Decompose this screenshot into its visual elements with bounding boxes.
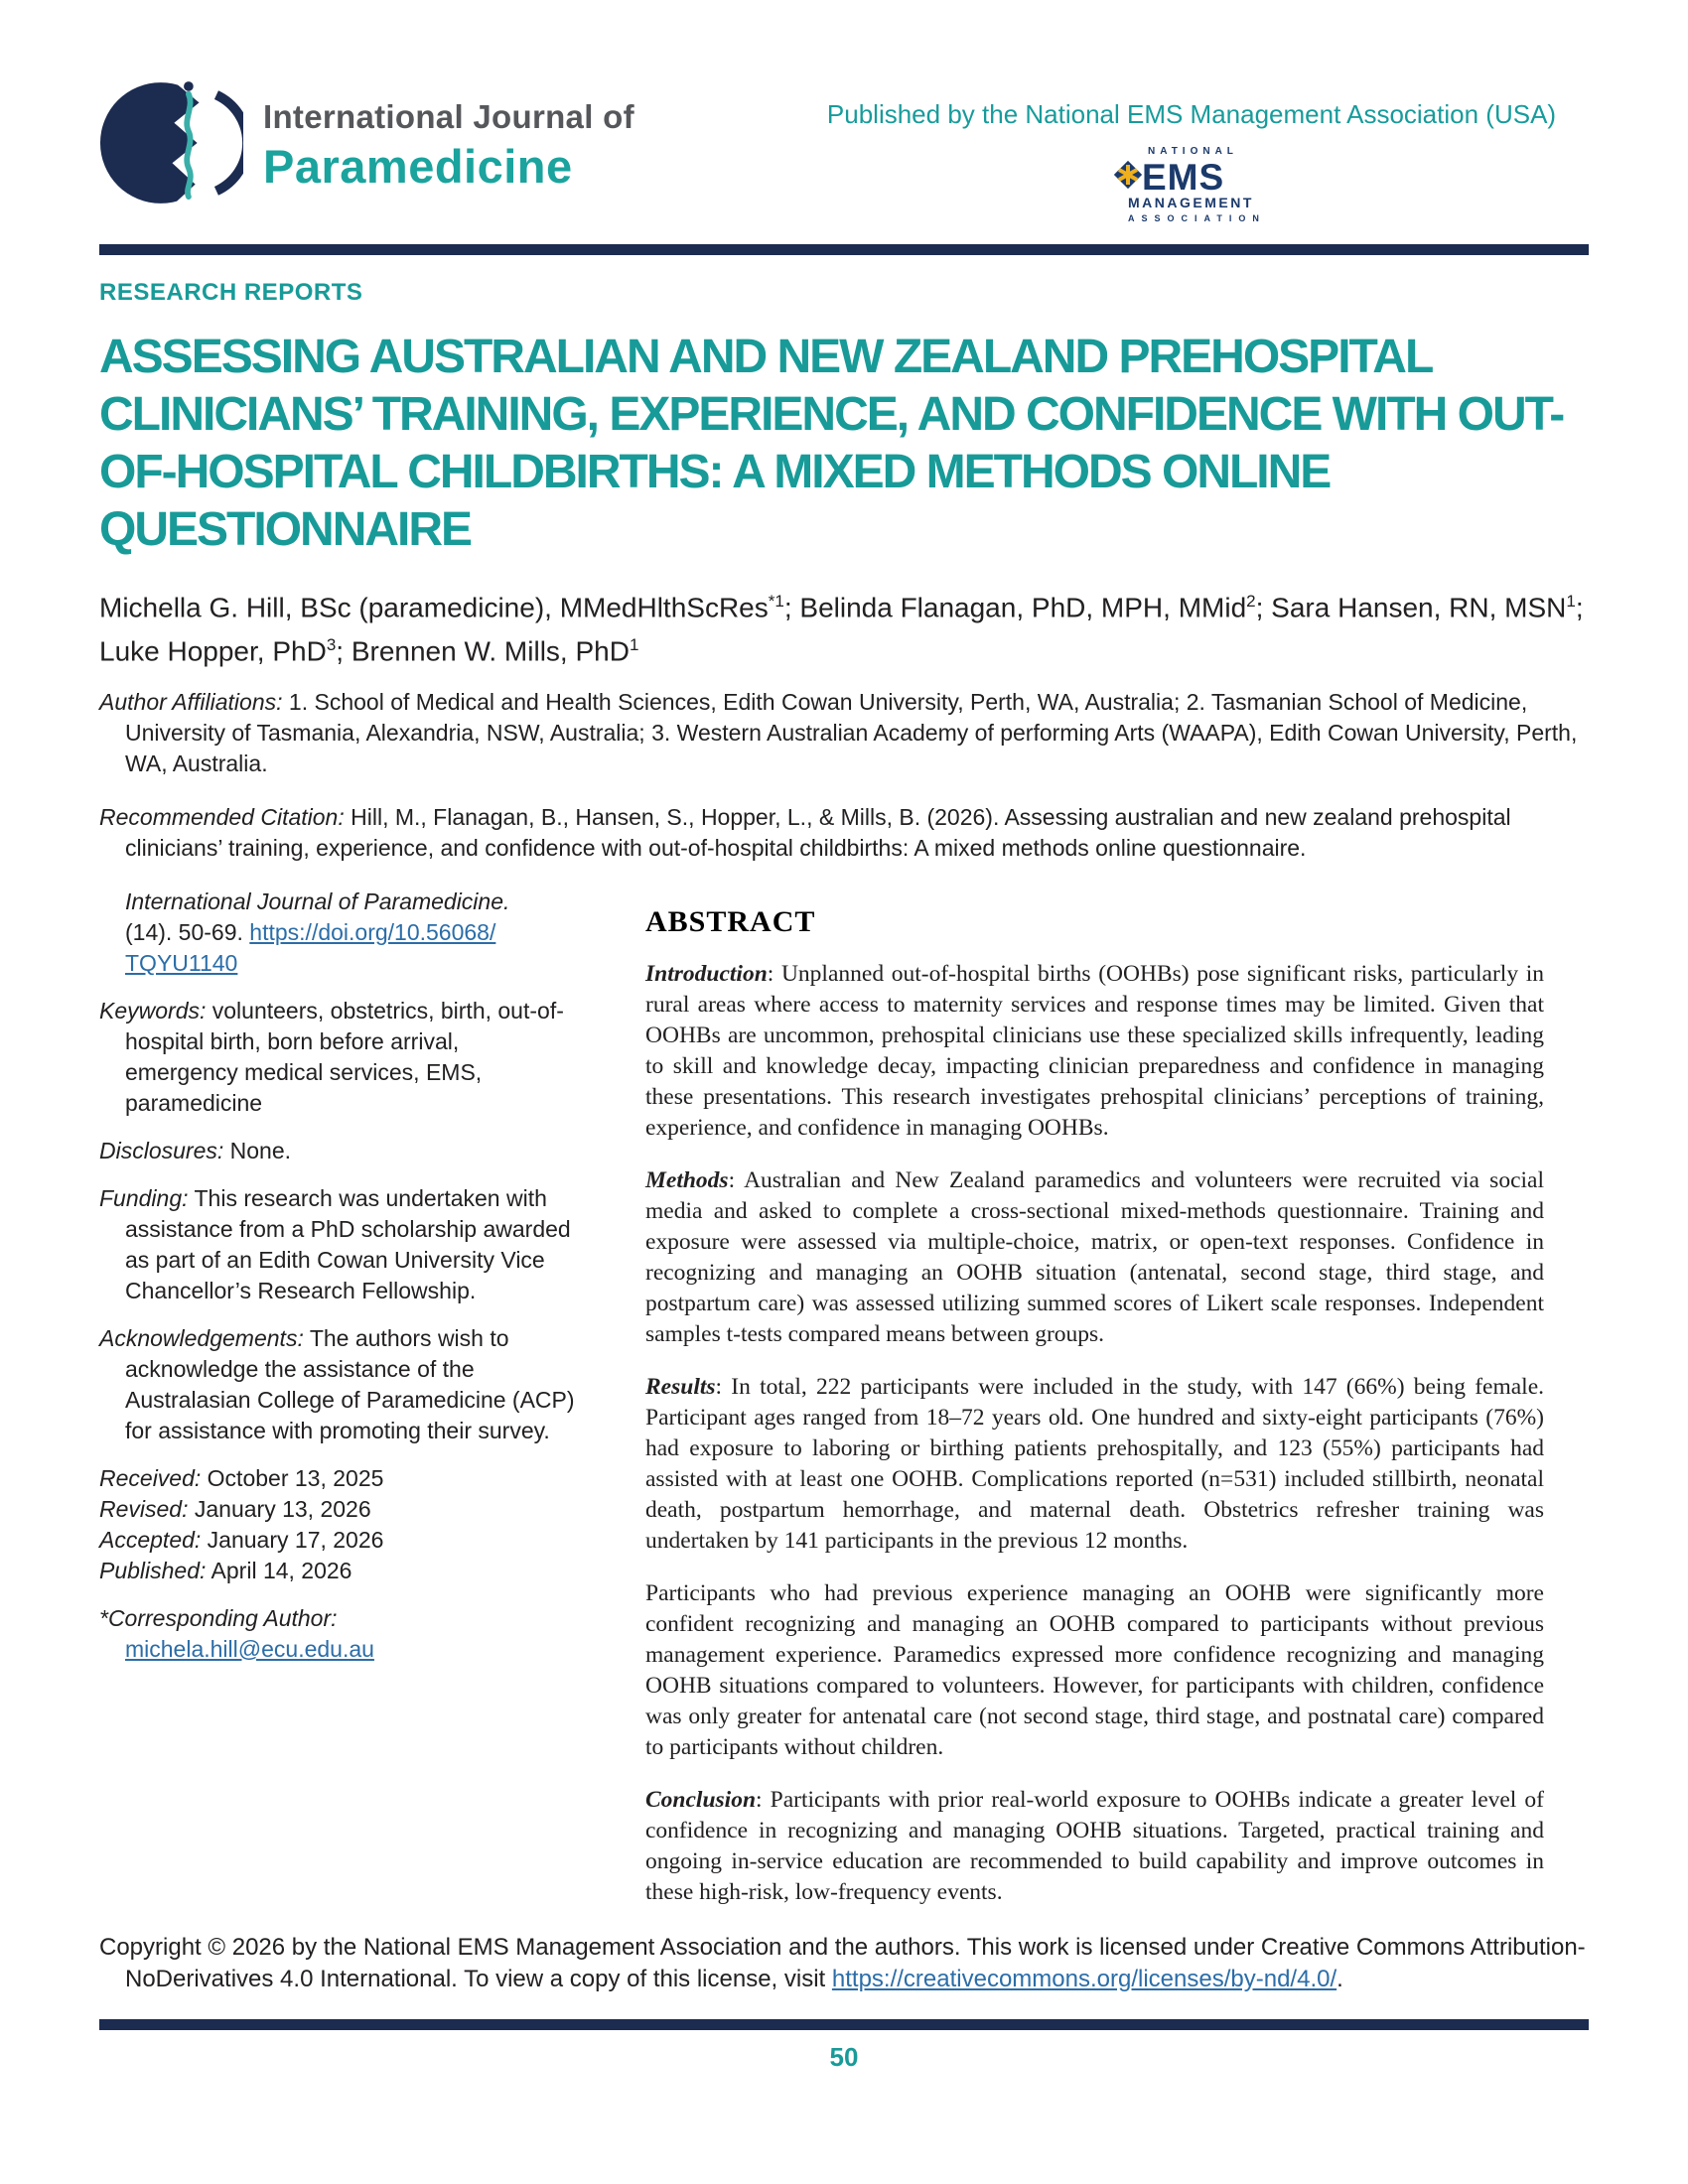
doi-link-part2: TQYU1140: [125, 949, 238, 976]
citation-label: Recommended Citation:: [99, 803, 345, 830]
keywords-block: [99, 996, 578, 1119]
citation-issue-pages: (14). 50-69.: [125, 918, 250, 945]
publisher-block: [794, 99, 1589, 223]
nemsma-national-text: NATIONAL: [1148, 146, 1238, 157]
funding-text: This research was undertaken with assistance from a PhD scholarship awarded as part of an Edith Cowan University Vice Chancellor’s Research Fellowship.: [125, 1184, 571, 1303]
results-label: Results: [645, 1373, 716, 1400]
page-header: [99, 69, 1589, 223]
received-date: October 13, 2025: [201, 1464, 384, 1491]
nemsma-row: [1110, 157, 1281, 198]
nemsma-management-text: MANAGEMENT: [1128, 195, 1254, 210]
nemsma-logo: [1102, 146, 1281, 223]
abstract-conclusion: [645, 1785, 1544, 1908]
author-3-sup: 1: [1566, 592, 1576, 611]
abstract-heading: ABSTRACT: [645, 904, 816, 938]
journal-logo-block: [99, 69, 634, 221]
author-1-sup: *1: [768, 592, 784, 611]
footer-rule: [99, 2019, 1589, 2030]
citation-continuation: [99, 887, 578, 979]
license-link[interactable]: https://creativecommons.org/licenses/by-nd/4.0/: [831, 1965, 1337, 1992]
abstract-results: [645, 1372, 1544, 1557]
received-label: Received:: [99, 1464, 202, 1491]
affiliations-label: Author Affiliations:: [99, 688, 283, 715]
acknowledgements-label: Acknowledgements:: [99, 1324, 304, 1351]
section-label: RESEARCH REPORTS: [99, 279, 363, 306]
author-2: ; Belinda Flanagan, PhD, MPH, MMid: [783, 592, 1247, 623]
results-cont-text: Participants who had previous experience managing an OOHB were significantly more confident recognizing and managing an OOHB compared to participants without previous management experience. Paramedics expressed more confidence recognizing and managing OOHB situations compared to volunteers. However, for participants with children, confidence was only greater for antenatal care (not second stage, third stage, and postnatal care) compared to participants without children.: [645, 1579, 1544, 1760]
published-label: Published:: [99, 1557, 207, 1583]
accepted-label: Accepted:: [99, 1526, 202, 1553]
disclosures-text: None.: [223, 1137, 292, 1163]
conclusion-label: Conclusion: [645, 1786, 757, 1813]
author-affiliations: [99, 687, 1589, 779]
nemsma-association-text: ASSOCIATION: [1128, 213, 1266, 223]
page-number: 50: [829, 2041, 859, 2072]
author-3: ; Sara Hansen, RN, MSN: [1255, 592, 1567, 623]
author-5-sup: 1: [629, 635, 639, 655]
author-1: Michella G. Hill, BSc (paramedicine), MMedHlthScRes: [99, 592, 769, 623]
author-4-sup: 3: [326, 635, 337, 655]
author-5: ; Brennen W. Mills, PhD: [336, 635, 630, 667]
journal-name-bottom: Paramedicine: [263, 139, 573, 193]
funding-label: Funding:: [99, 1184, 189, 1211]
left-sidebar-column: [99, 887, 578, 1682]
introduction-label: Introduction: [645, 960, 768, 987]
accepted-date: January 17, 2026: [201, 1526, 384, 1553]
star-of-life-icon: [1110, 157, 1146, 198]
revised-date: January 13, 2026: [188, 1495, 371, 1522]
citation-text: Hill, M., Flanagan, B., Hansen, S., Hopper, L., & Mills, B. (2026). Assessing australian and new zealand prehospital clinicians’ training, experience, and confidence with out-of-hospital childbirths: A mixed methods online questionnaire.: [125, 803, 1511, 861]
funding-block: [99, 1183, 578, 1306]
methods-label: Methods: [645, 1166, 729, 1193]
abstract-results-continued: [645, 1578, 1544, 1763]
recommended-citation: [99, 802, 1589, 864]
two-column-layout: [99, 887, 1589, 1908]
revised-label: Revised:: [99, 1495, 189, 1522]
disclosures-label: Disclosures:: [99, 1137, 224, 1163]
author-4: ; Luke Hopper, PhD: [99, 592, 1584, 667]
author-2-sup: 2: [1246, 592, 1256, 611]
corresponding-author-block: [99, 1603, 578, 1665]
introduction-text: : Unplanned out-of-hospital births (OOHBs) pose significant risks, particularly in rural areas where access to maternity services and response times may be limited. Given that OOHBs are uncommon, prehospital clinicians use these specialized skills infrequently, leading to skill and knowledge decay, impacting clinician preparedness and confidence in managing these presentations. This research investigates prehospital clinicians’ perceptions of training, experience, and confidence in managing OOHBs.: [645, 960, 1544, 1141]
results-text: : In total, 222 participants were included in the study, with 147 (66%) being female. Participant ages ranged from 18–72 years old. One hundred and sixty-eight participants (76%) had exposure to laboring or birthing patients prehospitally, and 123 (55%) participants had assisted with at least one OOHB. Complications reported (n=531) included stillbirth, neonatal death, postpartum hemorrhage, and maternal death. Obstetrics refresher training was undertaken by 141 participants in the previous 12 months.: [645, 1373, 1544, 1554]
keywords-label: Keywords:: [99, 997, 207, 1024]
corresponding-author-label: *Corresponding Author:: [99, 1604, 338, 1631]
header-rule: [99, 244, 1589, 255]
keywords-text: volunteers, obstetrics, birth, out-of-hospital birth, born before arrival, emergency medical services, EMS, paramedicine: [125, 997, 564, 1116]
journal-wordmark: [263, 98, 634, 194]
authors-line: [99, 583, 1589, 671]
copyright-period: .: [1336, 1965, 1343, 1992]
citation-journal-name: International Journal of Paramedicine.: [125, 887, 510, 914]
affiliations-text: 1. School of Medical and Health Sciences, Edith Cowan University, Perth, WA, Australia; 2. Tasmanian School of Medicine, University of Tasmania, Alexandria, NSW, Australia; 3. Western Australian Academy of performing Arts (WAAPA), Edith Cowan University, Perth, WA, Australia.: [125, 688, 1578, 776]
methods-text: : Australian and New Zealand paramedics and volunteers were recruited via social media and asked to complete a cross-sectional mixed-methods questionnaire. Training and exposure were assessed via multiple-choice, matrix, or open-text responses. Confidence in recognizing and managing an OOHB situation (antenatal, second stage, third stage, and postpartum care) was assessed utilizing summed scores of Likert scale responses. Independent samples t-tests compared means between groups.: [645, 1166, 1544, 1347]
doi-link-part1: https://doi.org/10.56068/: [249, 918, 496, 945]
nemsma-ems-text: EMS: [1142, 156, 1225, 198]
journal-logo-icon: [99, 69, 243, 221]
article-title: ASSESSING AUSTRALIAN AND NEW ZEALAND PREHOSPITAL CLINICIANS’ TRAINING, EXPERIENCE, AND CONFIDENCE WITH OUT-OF-HOSPITAL CHILDBIRTHS: A MIXED METHODS ONLINE QUESTIONNAIRE: [99, 331, 1564, 556]
published-by-text: Published by the National EMS Management Association (USA): [826, 99, 1557, 129]
copyright-text: Copyright © 2026 by the National EMS Management Association and the authors. This work is licensed under Creative Commons Attribution-NoDerivatives 4.0 International. To view a copy of this license, visit: [99, 1933, 1586, 1992]
disclosures-block: [99, 1136, 578, 1166]
corresponding-author-email-link[interactable]: michela.hill@ecu.edu.au: [125, 1635, 374, 1662]
acknowledgements-block: [99, 1323, 578, 1446]
published-date: April 14, 2026: [206, 1557, 352, 1583]
conclusion-text: : Participants with prior real-world exposure to OOHBs indicate a greater level of confidence in recognizing and managing OOHB situations. Targeted, practical training and ongoing in-service education are recommended to build capability and improve outcomes in these high-risk, low-frequency events.: [645, 1786, 1544, 1905]
acknowledgements-text: The authors wish to acknowledge the assistance of the Australasian College of Paramedicine (ACP) for assistance with promoting their survey.: [125, 1324, 575, 1443]
journal-name-top: International Journal of: [263, 97, 634, 135]
copyright-notice: [99, 1932, 1589, 1995]
abstract-methods: [645, 1165, 1544, 1350]
history-dates-block: [99, 1463, 578, 1586]
abstract-introduction: [645, 959, 1544, 1144]
abstract-column: [645, 887, 1544, 1908]
